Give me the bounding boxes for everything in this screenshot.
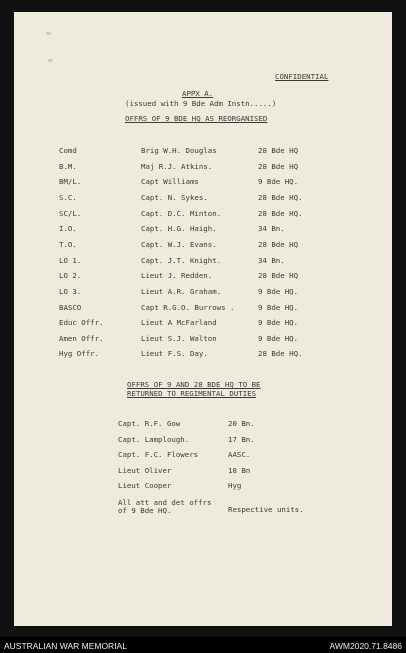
section1-row-name: Capt. J.T. Knight. — [141, 255, 222, 265]
section1-row-name: Capt R.G.O. Burrows . — [141, 302, 235, 312]
section2-title-line2: RETURNED TO REGIMENTAL DUTIES — [127, 389, 257, 398]
section1-row-unit: 28 Bde HQ. — [258, 192, 303, 202]
section2-row-name: Lieut Cooper — [118, 481, 172, 491]
section1-row-role: Amen Offr. — [59, 333, 104, 343]
section2-row-name: Capt. F.C. Flowers — [118, 450, 199, 460]
section1-row-name: Capt. H.G. Haigh. — [141, 224, 217, 234]
section2-row-unit: 17 Bn. — [228, 434, 255, 444]
punch-hole — [46, 32, 51, 35]
section2-row-unit: 18 Bn — [228, 465, 251, 475]
issued-note: (issued with 9 Bde Adm Instn.....) — [125, 99, 277, 108]
section1-row-name: Capt Williams — [141, 177, 199, 187]
section1-row-unit: 34 Bn. — [258, 224, 285, 234]
footer-accession: AWM2020.71.8486 — [329, 641, 402, 651]
section1-row-unit: 9 Bde HQ. — [258, 302, 299, 312]
document-page — [14, 12, 392, 626]
section2-row-name: Lieut Oliver — [118, 465, 172, 475]
section1-row-unit: 28 Bde HQ — [258, 239, 299, 249]
section1-row-unit: 28 Bde HQ. — [258, 349, 303, 359]
section1-row-role: Hyg Offr. — [59, 349, 100, 359]
section1-row-name: Capt. W.J. Evans. — [141, 239, 217, 249]
section1-row-role: T.O. — [59, 239, 77, 249]
section1-row-role: LO 2. — [59, 271, 82, 281]
section1-row-name: Capt. D.C. Minton. — [141, 208, 222, 218]
footer-source: AUSTRALIAN WAR MEMORIAL — [4, 641, 127, 651]
appendix-title: APPX A. — [182, 89, 214, 98]
section1-row-name: Lieut F.S. Day. — [141, 349, 208, 359]
section1-row-unit: 9 Bde HQ. — [258, 333, 299, 343]
section1-row-unit: 28 Bde HQ — [258, 146, 299, 155]
section1-row-unit: 28 Bde HQ — [258, 161, 299, 171]
section1-row-unit: 9 Bde HQ. — [258, 177, 299, 187]
section2-last-line1: All att and det offrs — [118, 498, 212, 507]
section1-row-role: LO 1. — [59, 255, 82, 265]
section1-row-role: I.O. — [59, 224, 77, 234]
section1-row-role: B.M. — [59, 161, 77, 171]
section1-row-name: Lieut J. Redden. — [141, 271, 213, 281]
section1-row-name: Lieut A.R. Graham. — [141, 286, 222, 296]
classification-label: CONFIDENTIAL — [275, 72, 329, 81]
section1-row-role: S.C. — [59, 192, 77, 202]
section2-row-unit: 20 Bn. — [228, 419, 255, 428]
section1-row-role: BM/L. — [59, 177, 82, 187]
section2-row-name: Capt. R.F. Gow — [118, 419, 181, 428]
section1-row-role: BASCO — [59, 302, 82, 312]
section2-row-unit: AASC. — [228, 450, 251, 460]
section2-last-line2: of 9 Bde HQ. — [118, 506, 172, 515]
section1-row-role: Educ Offr. — [59, 318, 104, 328]
section1-row-name: Lieut S.J. Walton — [141, 333, 217, 343]
section1-row-name: Brig W.H. Douglas — [141, 146, 217, 155]
section1-row-unit: 34 Bn. — [258, 255, 285, 265]
section1-row-unit: 9 Bde HQ. — [258, 318, 299, 328]
section1-row-name: Lieut A McFarland — [141, 318, 217, 328]
section1-row-role: Comd — [59, 146, 77, 155]
section1-row-role: SC/L. — [59, 208, 82, 218]
footer-bar — [0, 637, 406, 653]
section2-row-unit: Hyg — [228, 481, 242, 491]
section1-row-unit: 28 Bde HQ. — [258, 208, 303, 218]
section1-row-role: LO 3. — [59, 286, 82, 296]
section1-row-unit: 28 Bde HQ — [258, 271, 299, 281]
punch-hole — [48, 59, 53, 62]
section2-last-unit: Respective units. — [228, 505, 304, 514]
section2-row-name: Capt. Lamplough. — [118, 434, 190, 444]
section1-row-unit: 9 Bde HQ. — [258, 286, 299, 296]
section1-row-name: Maj R.J. Atkins. — [141, 161, 213, 171]
section2-title-line1: OFFRS OF 9 AND 28 BDE HQ TO BE — [127, 380, 261, 389]
section1-title: OFFRS OF 9 BDE HQ AS REORGANISED — [125, 114, 268, 123]
section1-row-name: Capt. N. Sykes. — [141, 192, 208, 202]
